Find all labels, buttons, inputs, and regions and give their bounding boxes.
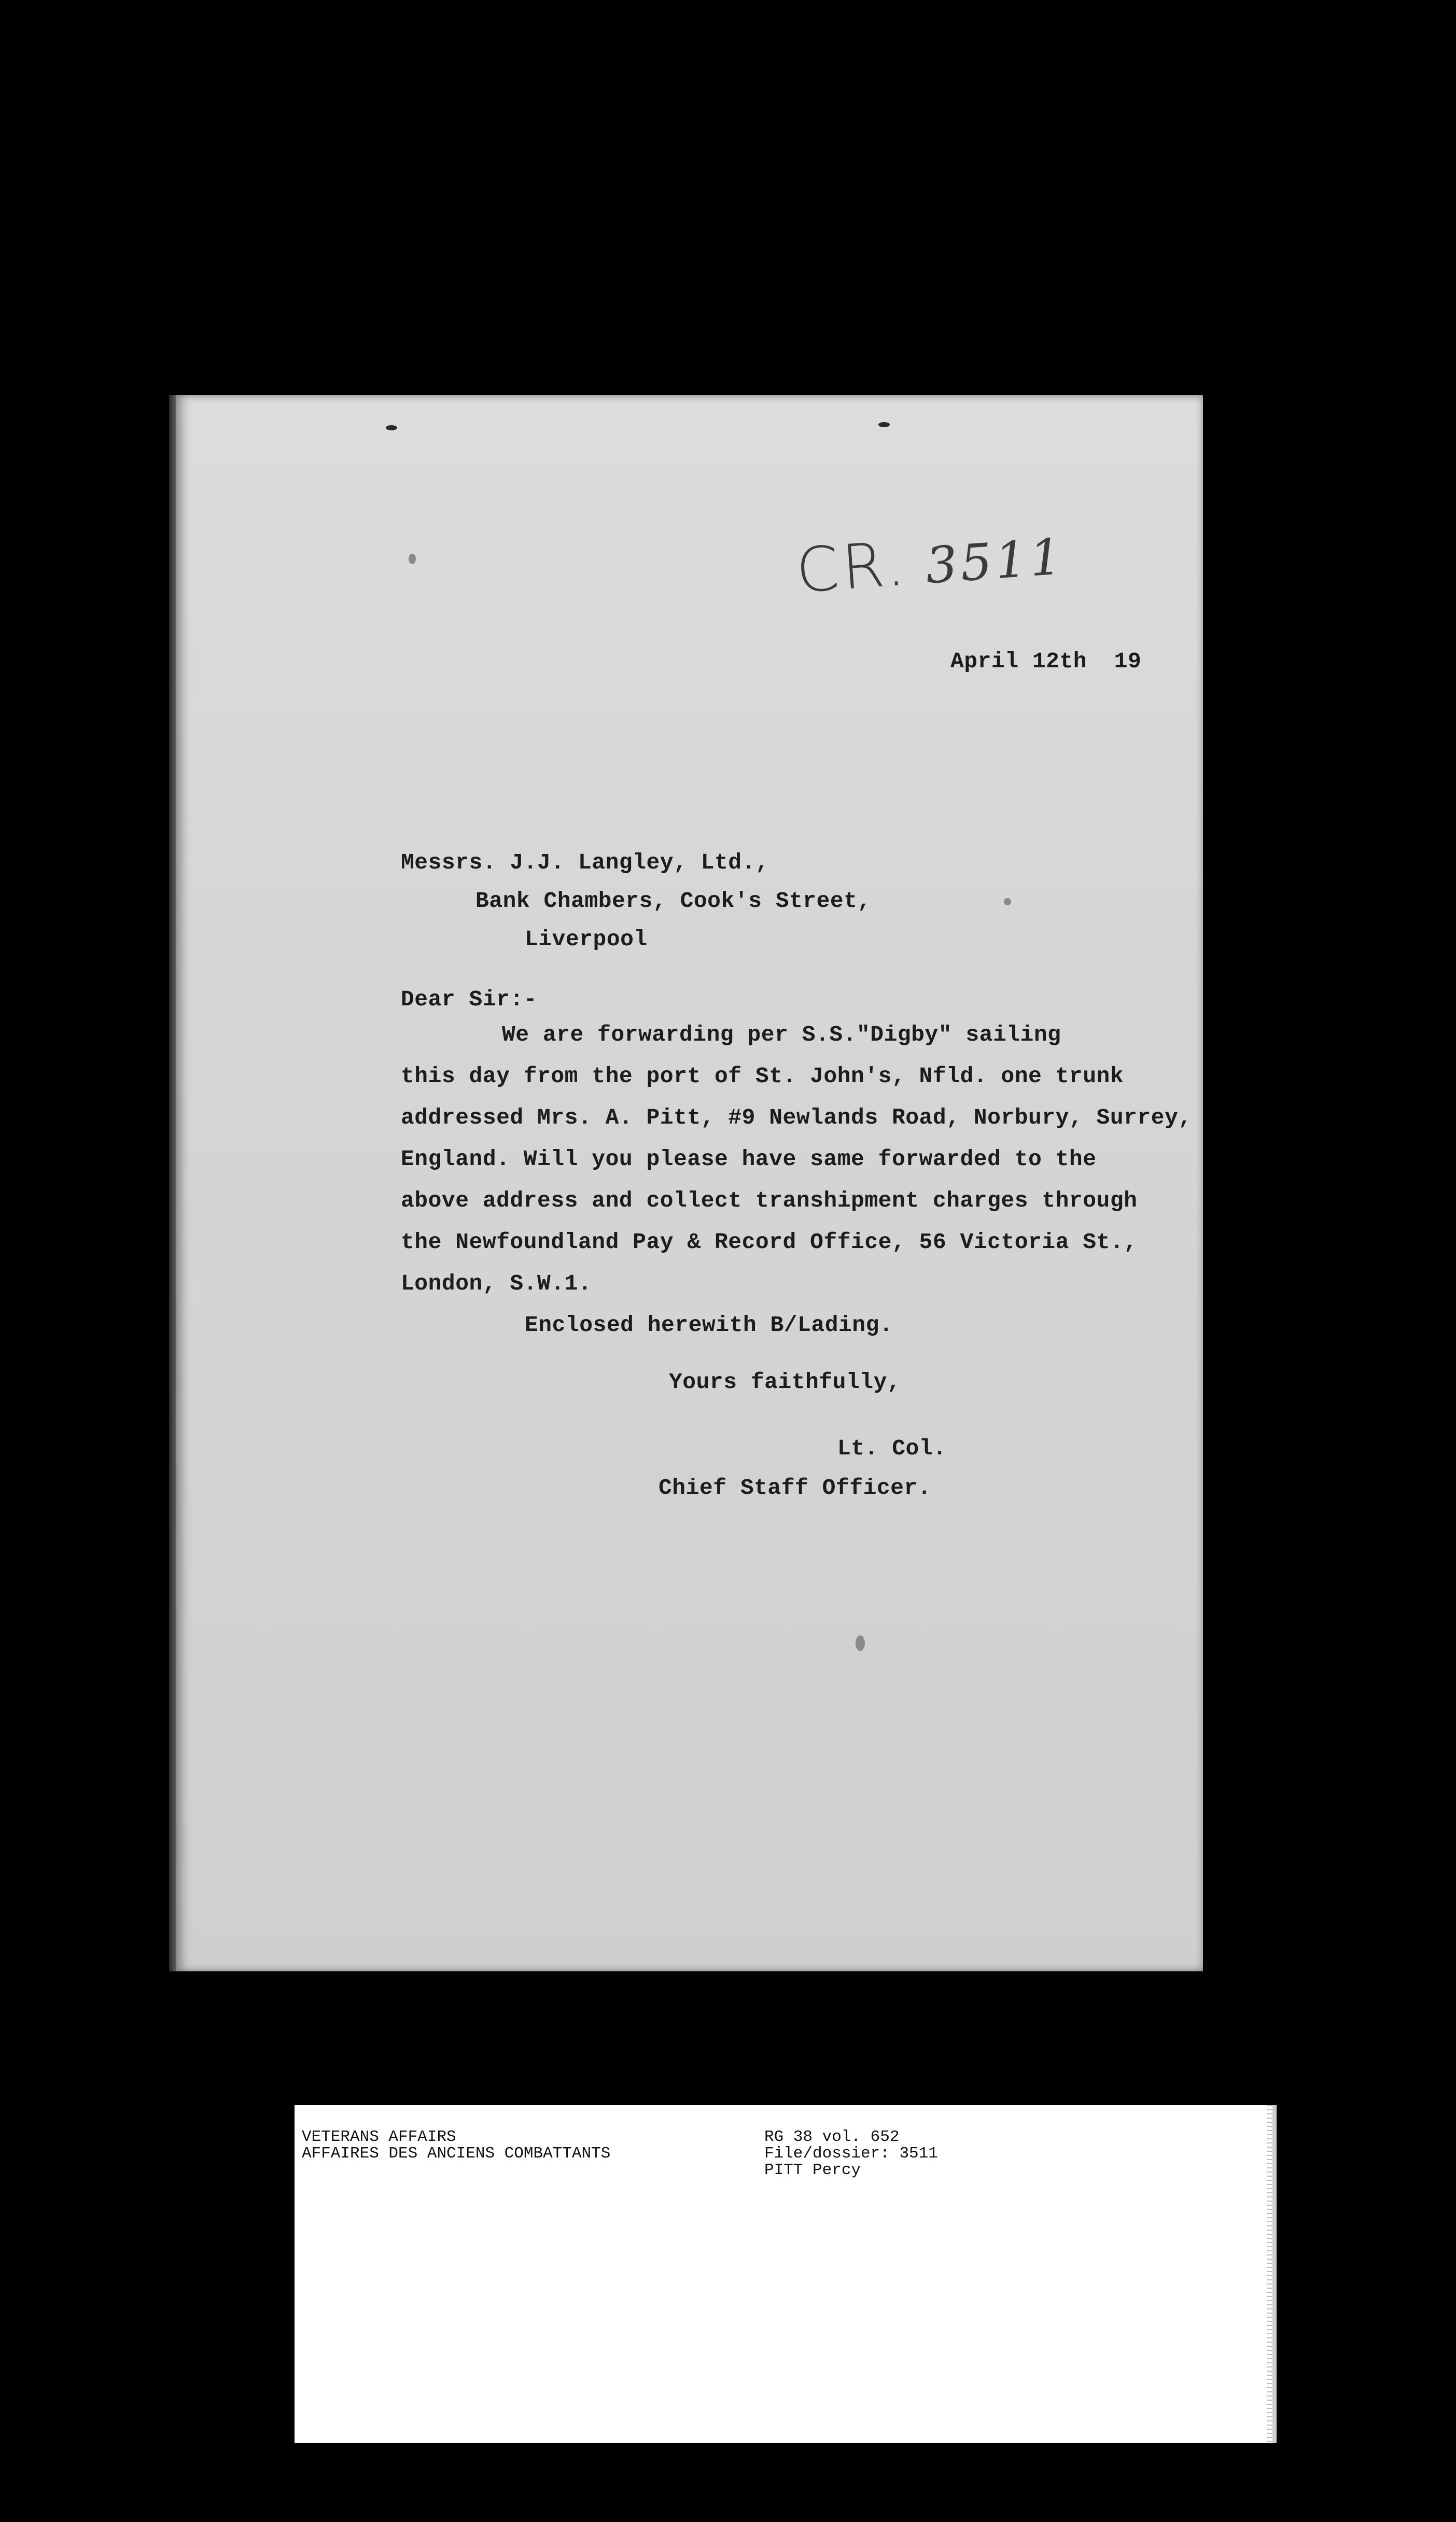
- recipient-line-3: Liverpool: [525, 927, 648, 952]
- recipient-line-2: Bank Chambers, Cook's Street,: [475, 888, 871, 914]
- body-line: this day from the port of St. John's, Nfld. one trunk: [401, 1063, 1124, 1089]
- paper-speck: [1004, 898, 1011, 905]
- handwritten-number: 3511: [923, 527, 1067, 595]
- signature-title: Chief Staff Officer.: [659, 1475, 932, 1501]
- punch-hole-left: [386, 425, 397, 430]
- punch-hole-right: [878, 422, 890, 427]
- recipient-line-1: Messrs. J.J. Langley, Ltd.,: [401, 850, 769, 875]
- body-line: We are forwarding per S.S."Digby" sailing: [502, 1022, 1061, 1047]
- label-file-number: File/dossier: 3511: [764, 2145, 938, 2163]
- body-line: above address and collect transhipment charges through: [401, 1188, 1138, 1213]
- paper-speck: [856, 1635, 865, 1651]
- body-line: the Newfoundland Pay & Record Office, 56 Victoria St.,: [401, 1229, 1138, 1255]
- archive-label-card: [295, 2105, 1277, 2443]
- enclosure-note: Enclosed herewith B/Lading.: [525, 1312, 893, 1338]
- signature-rank: Lt. Col.: [837, 1436, 947, 1461]
- label-department-en: VETERANS AFFAIRS: [302, 2128, 456, 2146]
- handwritten-prefix: CR.: [793, 527, 911, 607]
- salutation: Dear Sir:-: [401, 987, 538, 1012]
- closing: Yours faithfully,: [669, 1369, 901, 1395]
- paper-speck: [409, 554, 416, 564]
- handwritten-file-number: [794, 516, 1067, 607]
- label-reference: RG 38 vol. 652: [764, 2128, 900, 2146]
- body-line: England. Will you please have same forwarded to the: [401, 1146, 1097, 1172]
- body-line: London, S.W.1.: [401, 1271, 592, 1296]
- label-department-fr: AFFAIRES DES ANCIENS COMBATTANTS: [302, 2145, 611, 2163]
- label-edge-ticks: [1267, 2105, 1272, 2443]
- body-line: addressed Mrs. A. Pitt, #9 Newlands Road, Norbury, Surrey,: [401, 1105, 1192, 1130]
- letter-date: April 12th 19: [950, 649, 1142, 674]
- label-person-name: PITT Percy: [764, 2161, 861, 2179]
- letter-page: [176, 395, 1203, 1971]
